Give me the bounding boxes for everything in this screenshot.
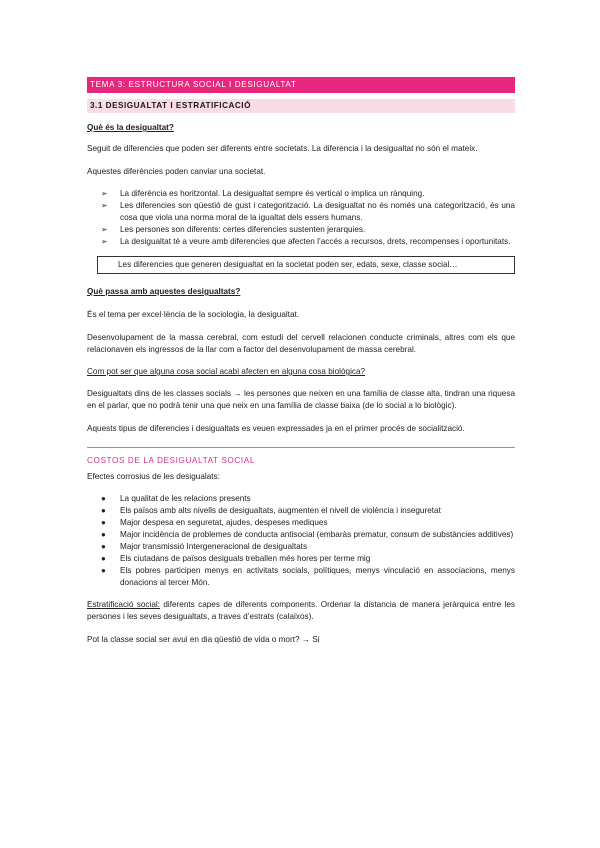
paragraph-6: Aquests tipus de diferencies i desigualtats es veuen expressades ja en el primer procés de socialització. — [87, 424, 465, 433]
chapter-title: TEMA 3: ESTRUCTURA SOCIAL I DESIGUALTAT — [87, 77, 515, 93]
paragraph-2: Aquestes diferències poden canviar una societat. — [87, 167, 266, 176]
paragraph-5: Desigualtats dins de les classes socials → les persones que neixen en una família de classe alta, tindran una riquesa en el parlar, que no podrà tenir una que neix en una família de classe baixa (de lo social a lo biològic). — [87, 389, 515, 410]
question-heading-2: Què passa amb aquestes desigualtats? — [87, 287, 241, 296]
bullet-icon: ● — [101, 506, 106, 515]
paragraph-4: Desenvolupament de la massa cerebral, com estudi del cervell relacionen conducte criminals, altres com els que relacionaven els ingressos de la llar com a factor del desenvolupament de massa cerebral. — [87, 333, 515, 354]
list-item: ● Major incidència de problemes de conducta antisocial (embaràs prematur, consum de substàncies additives) — [101, 530, 514, 539]
arrow-bullet-icon: ➢ — [101, 201, 108, 210]
question-heading-1: Què és la desigualtat? — [87, 123, 174, 132]
paragraph-3: És el tema per excel·lència de la sociologia, la desigualtat. — [87, 310, 300, 319]
list-item: ● Els ciutadans de països desiguals treballen més hores per terme mig — [101, 554, 371, 563]
bullet-icon: ● — [101, 554, 106, 563]
list-item: ● Els països amb alts nivells de desigualtats, augmenten el nivell de violència i inseguretat — [101, 506, 441, 515]
paragraph-7: Efectes corrosius de les desigualats: — [87, 472, 220, 481]
arrow-bullet-icon: ➢ — [101, 237, 108, 246]
question-heading-3: Com pot ser que alguna cosa social acabi afecten en alguna cosa biològica? — [87, 367, 366, 376]
list-item: ● Major despesa en seguretat, ajudes, despeses mediques — [101, 518, 328, 527]
list-item: ➢ Les persones son diferents: certes diferencies sustenten jerarquies. — [101, 225, 366, 234]
bullet-icon: ● — [101, 518, 106, 527]
arrow-bullet-icon: ➢ — [101, 189, 108, 198]
estratificacio-paragraph — [87, 599, 515, 623]
list-item: ➢ Les diferencies son qüestió de gust i categorització. La desigualtat no és només una categorització, és una cosa que viola una norma moral de la igualtat dels essers humans. — [101, 201, 515, 222]
bullet-icon: ● — [101, 542, 106, 551]
list-item: ➢ La diferència es horitzontal. La desigualtat sempre és vertical o implica un rànquing. — [101, 189, 425, 198]
bullet-icon: ● — [101, 530, 106, 539]
bullet-icon: ● — [101, 566, 106, 575]
estratificacio-term: Estratificació social: — [87, 600, 160, 609]
list-item: ● La qualitat de les relacions presents — [101, 494, 251, 503]
section-title: 3.1 DESIGUALTAT I ESTRATIFICACIÓ — [87, 99, 515, 113]
arrow-list — [87, 188, 515, 248]
document-content — [87, 77, 515, 646]
arrow-bullet-icon: ➢ — [101, 225, 108, 234]
estratificacio-definition: diferents capes de diferents components. Ordenar la distancia de manera jeràrquica entre les persones i les seves desigualtats, a traves d’estrats (calaixos). — [87, 600, 515, 621]
costos-heading: COSTOS DE LA DESIGUALTAT SOCIAL — [87, 447, 515, 465]
bullet-list — [87, 493, 515, 589]
boxed-note: Les diferencies que generen desigualtat en la societat poden ser, edats, sexe, classe social… — [97, 256, 515, 274]
paragraph-8: Pot la classe social ser avui en dia qüestió de vida o mort? → Si — [87, 635, 320, 644]
list-item: ➢ La desigualtat té a veure amb diferencies que afecten l’accés a recursos, drets, recompenses i oportunitats. — [101, 237, 511, 246]
list-item: ● Major transmissió Intergeneracional de desigualtats — [101, 542, 308, 551]
paragraph-1: Seguit de diferencies que poden ser diferents entre societats. La diferencia i la desigualtat no són el mateix. — [87, 144, 478, 153]
bullet-icon: ● — [101, 494, 106, 503]
list-item: ● Els pobres participen menys en activitats socials, polítiques, menys vinculació en associacions, menys donacions al tercer Món. — [101, 566, 515, 587]
